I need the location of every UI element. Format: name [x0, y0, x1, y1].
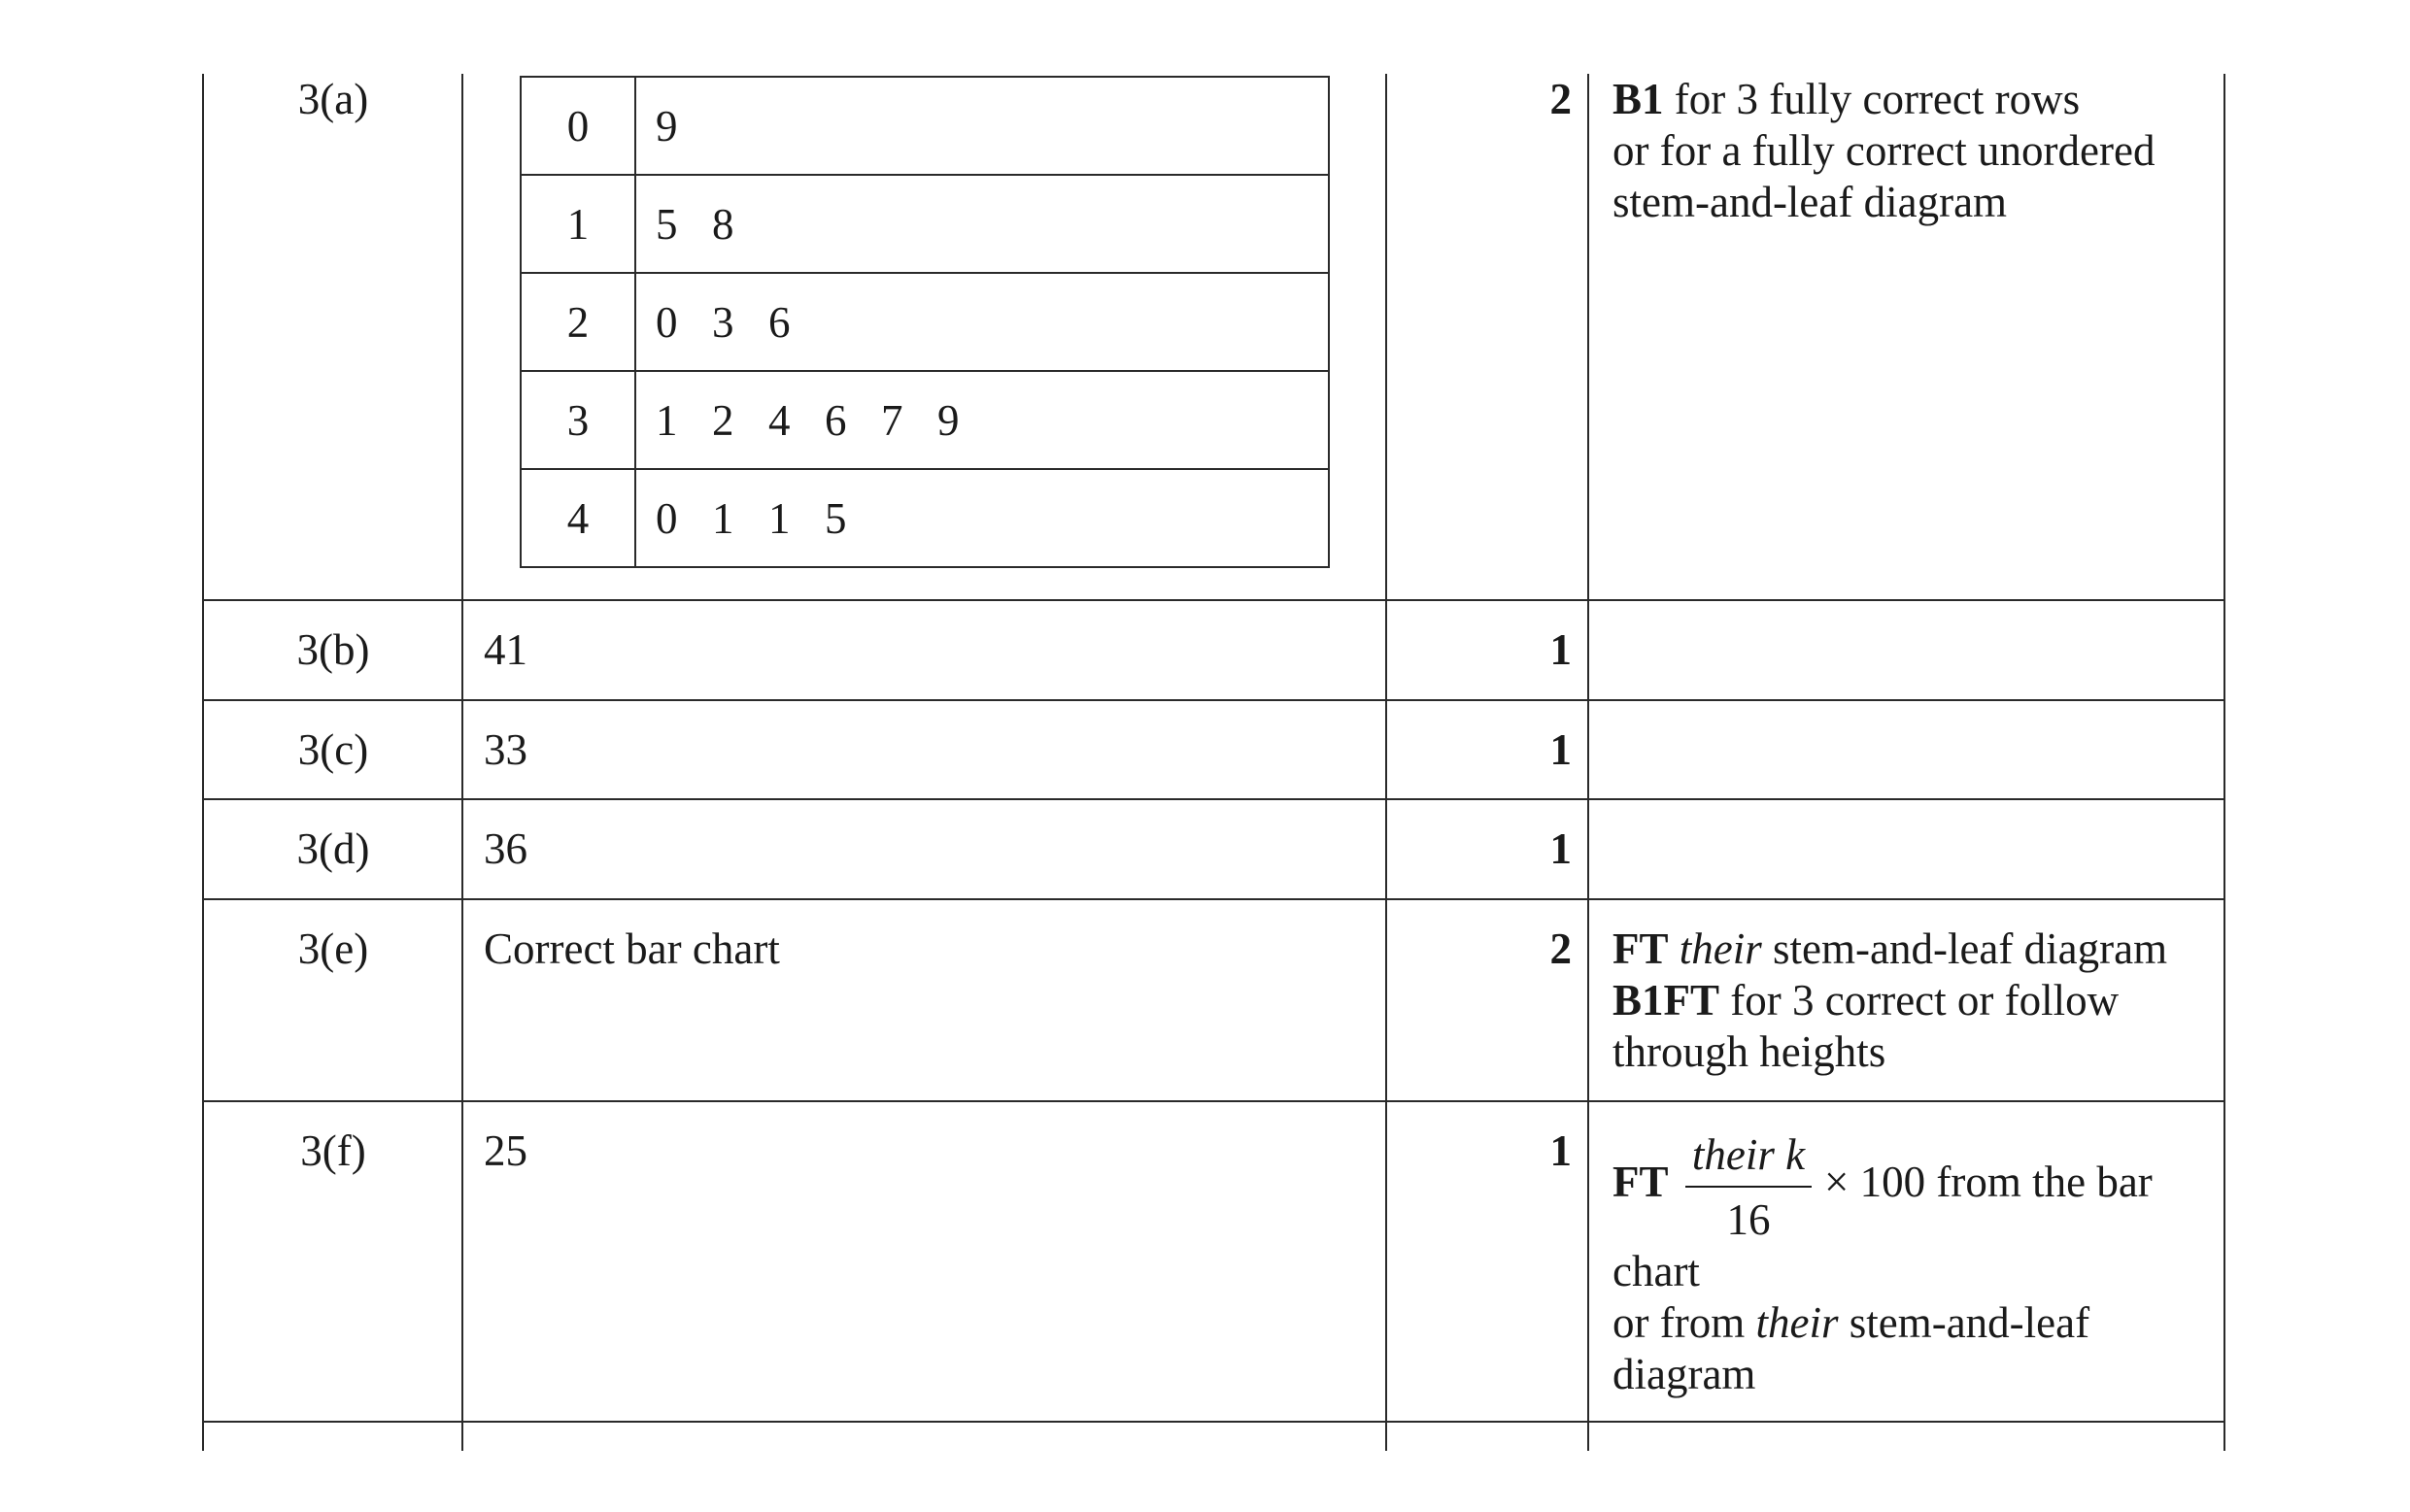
- marks-value: 1: [1549, 824, 1572, 873]
- stem-leaf-row: [521, 371, 1329, 469]
- leaf-digit: 3: [712, 297, 734, 347]
- question-part: 3(d): [296, 824, 370, 873]
- guidance-line: [1612, 1297, 2089, 1349]
- leaf-digit: 5: [656, 199, 678, 249]
- marks-value: 2: [1549, 924, 1572, 973]
- leaf-digit: 1: [768, 493, 791, 543]
- leaf-digit: 2: [712, 395, 734, 445]
- guidance-italic: their: [1679, 924, 1762, 973]
- question-part: 3(f): [300, 1126, 366, 1175]
- fraction-bar: [1685, 1186, 1812, 1188]
- leaf-digit: 9: [937, 395, 960, 445]
- marks-value: 1: [1549, 1126, 1572, 1175]
- leaf-cell: [635, 273, 1329, 371]
- guidance-text: or from: [1612, 1298, 1756, 1347]
- leaf-cell: [635, 371, 1329, 469]
- leaf-digit: 5: [825, 493, 847, 543]
- stem-cell: 0: [521, 77, 635, 175]
- answer-value: 41: [484, 625, 527, 674]
- row-divider: [202, 898, 2225, 900]
- guidance-ft-label: [1612, 1157, 1669, 1208]
- leaf-digit: 7: [881, 395, 903, 445]
- leaf-digit: 0: [656, 297, 678, 347]
- guidance-italic: their: [1755, 1298, 1839, 1347]
- marks-value: 2: [1549, 75, 1572, 123]
- stem-leaf-row: [521, 77, 1329, 175]
- leaf-digit: 8: [712, 199, 734, 249]
- answer-value: 36: [484, 824, 527, 873]
- stem-leaf-row: [521, 273, 1329, 371]
- fraction-denominator: 16: [1726, 1195, 1771, 1244]
- marks-value: 1: [1549, 725, 1572, 774]
- leaf-digit: 0: [656, 493, 678, 543]
- row-divider: [202, 699, 2225, 701]
- row-divider: [202, 798, 2225, 800]
- guidance-bold: FT: [1612, 924, 1669, 973]
- row-divider: [202, 1421, 2225, 1423]
- stem-cell: 2: [521, 273, 635, 371]
- guidance-bold: B1FT: [1612, 976, 1720, 1025]
- leaf-digit: 9: [656, 101, 678, 151]
- guidance-line: diagram: [1612, 1350, 1756, 1398]
- guidance-italic: their k: [1691, 1130, 1806, 1179]
- guidance-text: stem-and-leaf diagram: [1761, 924, 2168, 973]
- leaf-cell: [635, 175, 1329, 273]
- leaf-digit: 6: [825, 395, 847, 445]
- guidance-line: [1612, 975, 2119, 1026]
- marks-value: 1: [1549, 625, 1572, 674]
- table-border-right: [2223, 74, 2225, 1451]
- leaf-digit: 1: [656, 395, 678, 445]
- fraction-numerator: [1680, 1129, 1816, 1181]
- stem-cell: 4: [521, 469, 635, 567]
- question-part: 3(c): [297, 725, 369, 774]
- table-divider-guidance: [1587, 74, 1589, 1451]
- stem-and-leaf-diagram: [520, 76, 1330, 568]
- guidance-bold: B1: [1612, 75, 1664, 123]
- question-part: 3(b): [296, 625, 370, 674]
- stem-leaf-row: [521, 469, 1329, 567]
- guidance-line: through heights: [1612, 1027, 1886, 1076]
- guidance-text: for 3 correct or follow: [1719, 976, 2120, 1025]
- guidance-line: or for a fully correct unordered: [1612, 126, 2155, 175]
- leaf-digit: 6: [768, 297, 791, 347]
- question-part: 3(a): [297, 75, 369, 123]
- row-divider: [202, 599, 2225, 601]
- stem-leaf-row: [521, 175, 1329, 273]
- leaf-cell: [635, 77, 1329, 175]
- table-divider-marks: [1385, 74, 1387, 1451]
- guidance-bold: FT: [1612, 1158, 1669, 1206]
- guidance-line: chart: [1612, 1247, 1700, 1295]
- guidance-line: [1612, 924, 2167, 975]
- guidance-line: [1612, 74, 2080, 125]
- guidance-line: stem-and-leaf diagram: [1612, 178, 2008, 226]
- guidance-text: stem-and-leaf: [1838, 1298, 2090, 1347]
- leaf-digit: 4: [768, 395, 791, 445]
- answer-value: Correct bar chart: [484, 924, 780, 973]
- guidance-text: × 100 from the bar: [1824, 1158, 2153, 1206]
- stem-cell: 3: [521, 371, 635, 469]
- leaf-cell: [635, 469, 1329, 567]
- answer-value: 25: [484, 1126, 527, 1175]
- guidance-text: for 3 fully correct rows: [1663, 75, 2081, 123]
- question-part: 3(e): [297, 924, 369, 973]
- leaf-digit: 1: [712, 493, 734, 543]
- row-divider: [202, 1100, 2225, 1102]
- stem-cell: 1: [521, 175, 635, 273]
- answer-value: 33: [484, 725, 527, 774]
